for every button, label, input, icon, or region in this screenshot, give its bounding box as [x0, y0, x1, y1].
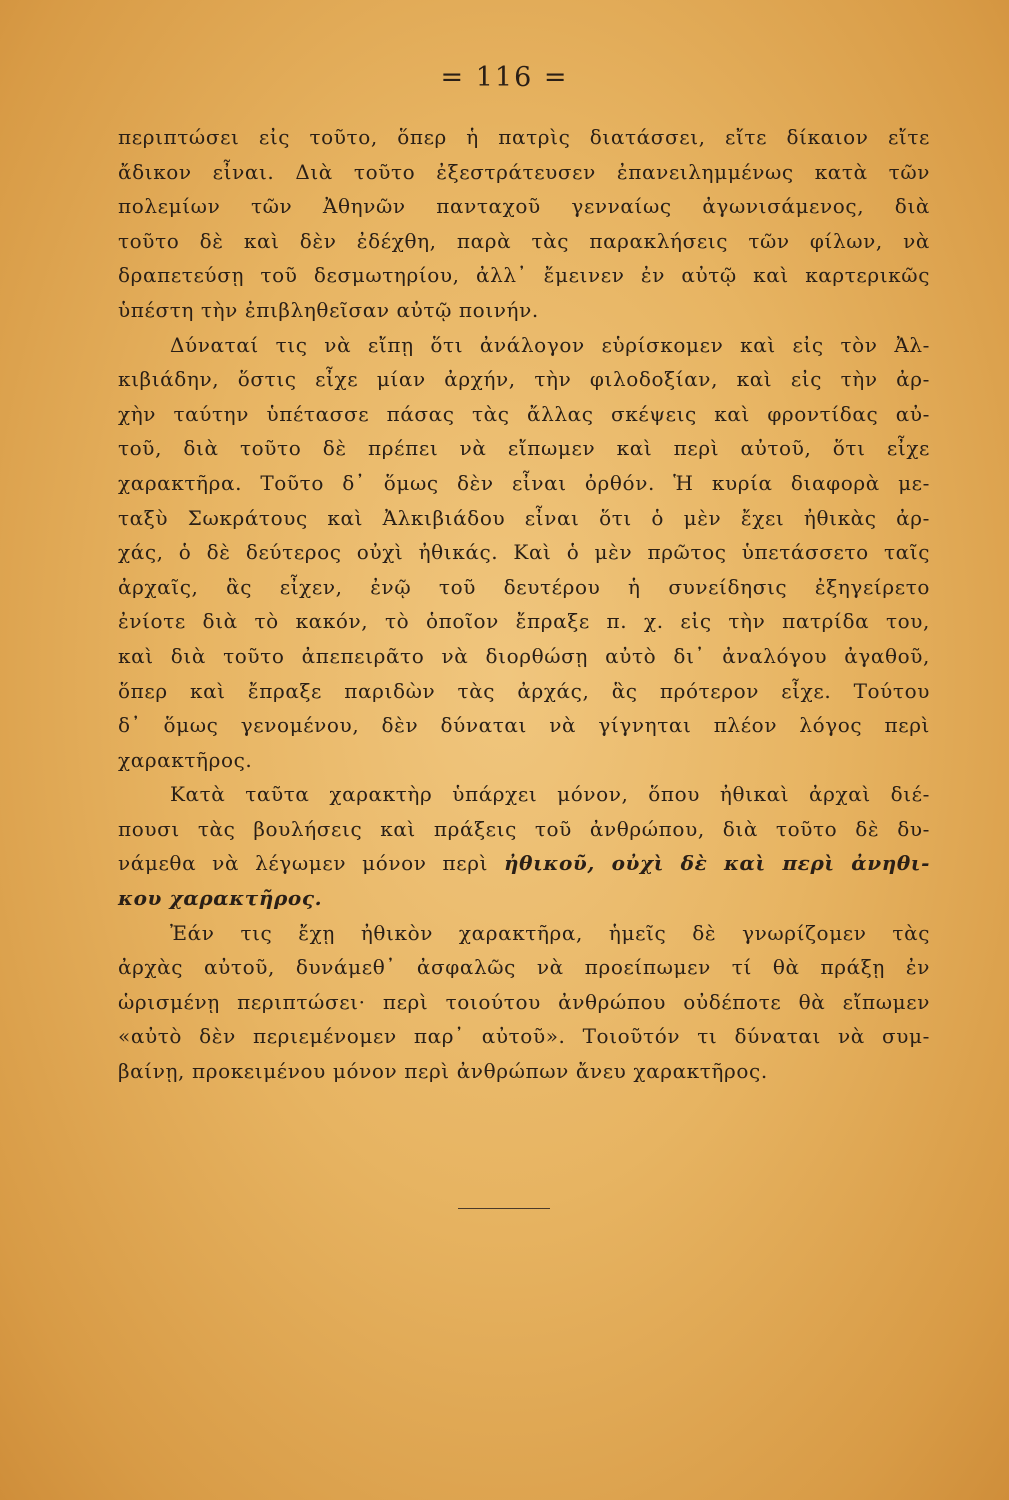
body-text	[118, 120, 930, 1089]
text-line: δραπετεύσῃ τοῦ δεσμωτηρίου, ἀλλ᾽ ἔμεινεν ἐν αὐτῷ καὶ καρτερικῶς	[118, 263, 930, 288]
page-number: = 116 =	[440, 62, 569, 93]
text-line: χὴν ταύτην ὑπέτασσε πάσας τὰς ἄλλας σκέψεις καὶ φροντίδας αὐ-	[118, 401, 930, 426]
text-line: ἀρχὰς αὐτοῦ, δυνάμεθ᾽ ἀσφαλῶς νὰ προείπωμεν τί θὰ πράξῃ ἐν	[118, 955, 930, 980]
text-line: καὶ διὰ τοῦτο ἀπεπειρᾶτο νὰ διορθώσῃ αὐτὸ δι᾽ ἀναλόγου ἀγαθοῦ,	[118, 643, 930, 668]
text-line-with-emphasis	[118, 846, 930, 881]
text-line: χαρακτῆρα. Τοῦτο δ᾽ ὅμως δὲν εἶναι ὀρθόν. Ἡ κυρία διαφορὰ με-	[118, 470, 930, 495]
text-line-start: νάμεθα νὰ λέγωμεν μόνον περὶ	[118, 851, 489, 876]
emphasis-line: κου χαρακτῆρος.	[118, 886, 323, 911]
text-line: Κατὰ ταῦτα χαρακτὴρ ὑπάρχει μόνον, ὅπου ἠθικαὶ ἀρχαὶ διέ-	[170, 782, 930, 807]
text-line: τοῦτο δὲ καὶ δὲν ἐδέχθη, παρὰ τὰς παρακλήσεις τῶν φίλων, νὰ	[118, 228, 930, 253]
text-line: περιπτώσει εἰς τοῦτο, ὅπερ ἡ πατρὶς διατάσσει, εἴτε δίκαιον εἴτε	[118, 125, 930, 149]
emphasis-text: ἠθικοῦ, οὐχὶ δὲ καὶ περὶ ἀνηθι-	[504, 851, 930, 876]
text-line: ἄδικον εἶναι. Διὰ τοῦτο ἐξεστράτευσεν ἐπανειλημμένως κατὰ τῶν	[118, 159, 930, 184]
text-line: Ἐάν τις ἔχῃ ἠθικὸν χαρακτῆρα, ἡμεῖς δὲ γνωρίζομεν τὰς	[170, 920, 930, 945]
text-line: χαρακτῆρος.	[118, 747, 253, 772]
text-line: βαίνῃ, προκειμένου μόνον περὶ ἀνθρώπων ἄνευ χαρακτῆρος.	[118, 1059, 768, 1084]
text-line: πολεμίων τῶν Ἀθηνῶν πανταχοῦ γενναίως ἀγωνισάμενος, διὰ	[118, 194, 930, 219]
text-line: δ᾽ ὅμως γενομένου, δὲν δύναται νὰ γίγνηται πλέον λόγος περὶ	[118, 713, 930, 738]
text-line: ἐνίοτε διὰ τὸ κακόν, τὸ ὁποῖον ἔπραξε π. χ. εἰς τὴν πατρίδα του,	[118, 609, 930, 634]
text-line: Δύναταί τις νὰ εἴπῃ ὅτι ἀνάλογον εὑρίσκομεν καὶ εἰς τὸν Ἀλ-	[170, 332, 930, 357]
text-line: ἀρχαῖς, ἃς εἶχεν, ἐνῷ τοῦ δευτέρου ἡ συνείδησις ἐξηγείρετο	[118, 574, 930, 599]
text-line: «αὐτὸ δὲν περιεμένομεν παρ᾽ αὐτοῦ». Τοιοῦτόν τι δύναται νὰ συμ-	[118, 1024, 930, 1049]
text-line: τοῦ, διὰ τοῦτο δὲ πρέπει νὰ εἴπωμεν καὶ περὶ αὐτοῦ, ὅτι εἶχε	[118, 436, 930, 461]
text-line: ὑπέστη τὴν ἐπιβληθεῖσαν αὐτῷ ποινήν.	[118, 297, 539, 322]
text-line: κιβιάδην, ὅστις εἶχε μίαν ἀρχήν, τὴν φιλοδοξίαν, καὶ εἰς τὴν ἀρ-	[118, 367, 930, 392]
text-line: χάς, ὁ δὲ δεύτερος οὐχὶ ἠθικάς. Καὶ ὁ μὲν πρῶτος ὑπετάσσετο ταῖς	[118, 540, 930, 565]
text-line: ταξὺ Σωκράτους καὶ Ἀλκιβιάδου εἶναι ὅτι ὁ μὲν ἔχει ἠθικὰς ἀρ-	[118, 505, 930, 530]
text-line: ὡρισμένῃ περιπτώσει· περὶ τοιούτου ἀνθρώπου οὐδέποτε θὰ εἴπωμεν	[118, 989, 930, 1014]
text-line: ὅπερ καὶ ἔπραξε παριδὼν τὰς ἀρχάς, ἃς πρότερον εἶχε. Τούτου	[118, 678, 930, 703]
text-line: πουσι τὰς βουλήσεις καὶ πράξεις τοῦ ἀνθρώπου, διὰ τοῦτο δὲ δυ-	[118, 816, 930, 841]
end-rule	[458, 1208, 550, 1209]
